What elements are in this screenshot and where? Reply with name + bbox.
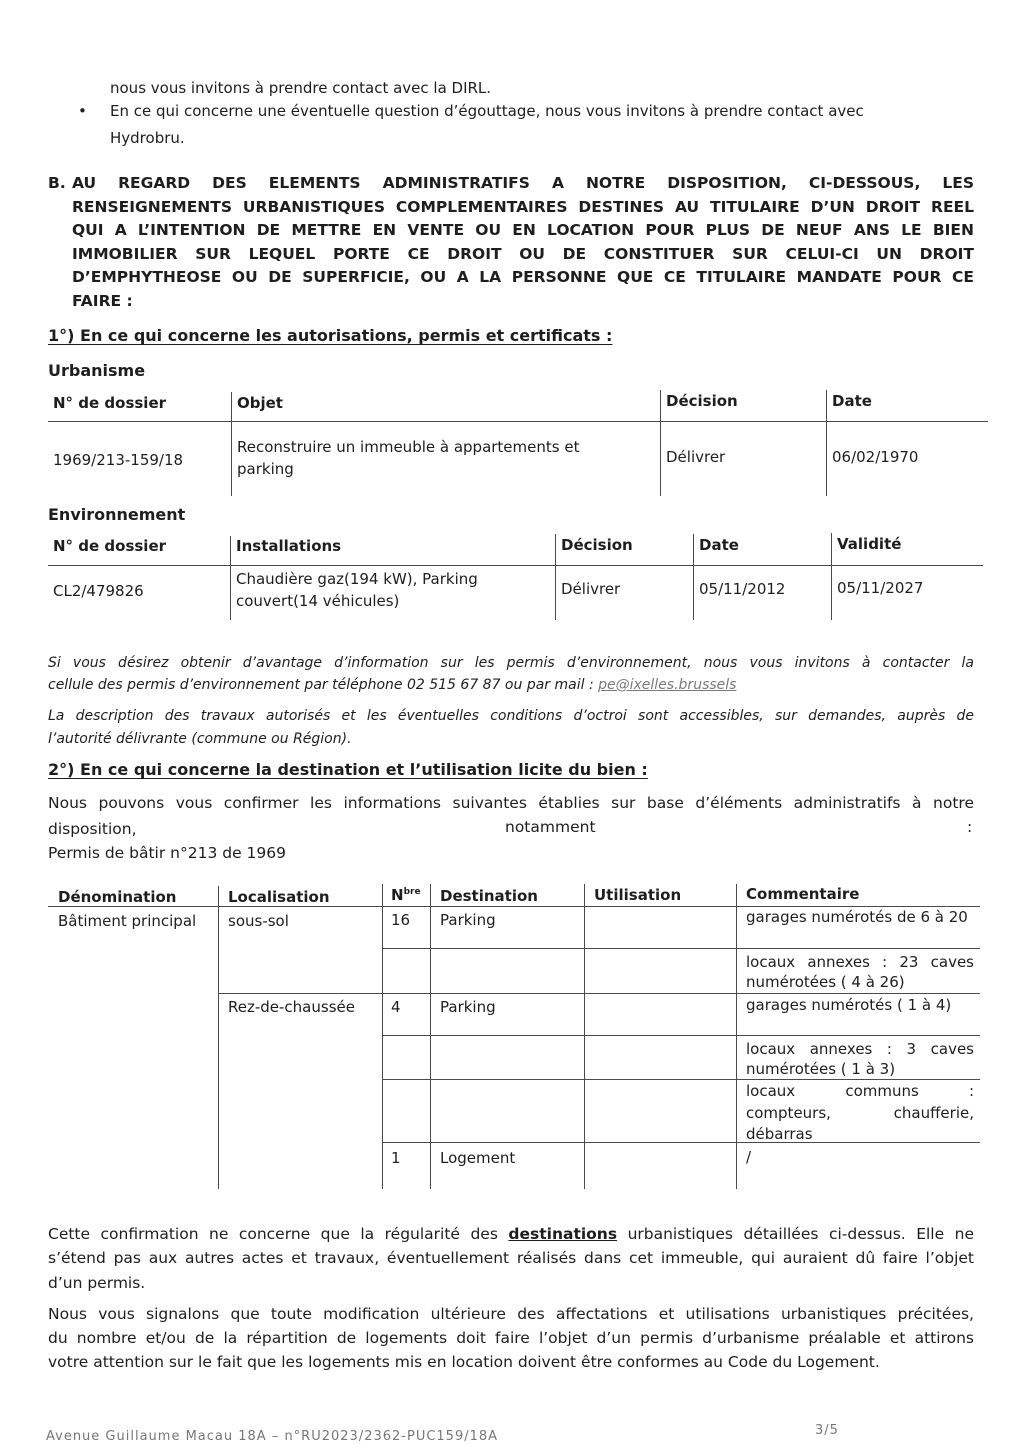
row4-commentaire-line2: numérotées ( 1 à 3) [746, 1060, 896, 1078]
col-header-dossier: N° de dossier [53, 537, 167, 555]
row6-destination: Logement [440, 1149, 516, 1167]
urbanisme-title: Urbanisme [48, 361, 146, 380]
env-dossier: CL2/479826 [53, 582, 144, 600]
col-header-utilisation: Utilisation [594, 886, 682, 904]
col-header-installations: Installations [236, 537, 342, 555]
col-header-objet: Objet [237, 394, 283, 412]
row6-commentaire: / [746, 1148, 752, 1166]
localisation-rez: Rez-de-chaussée [228, 998, 355, 1016]
closing-text: Cette confirmation ne concerne que la régularité des [48, 1225, 498, 1243]
intro-line: nous vous invitons à prendre contact avec la DIRL. [110, 79, 492, 97]
urbanisme-decision: Délivrer [666, 448, 726, 466]
row1-commentaire: garages numérotés de 6 à 20 [746, 908, 968, 926]
col-header-destination: Destination [440, 887, 538, 905]
col-header-validite: Validité [837, 535, 902, 553]
section-b-line: QUI A L’INTENTION DE METTRE EN VENTE OU EN LOCATION POUR PLUS DE NEUF ANS LE BIEN [72, 221, 974, 239]
note-1-line2 [48, 674, 736, 696]
denomination-cell: Bâtiment principal [58, 912, 197, 930]
closing-para2-line3: votre attention sur le fait que les logements mis en location doivent être conformes au Code du Logement. [48, 1353, 880, 1371]
section-b-letter: B. [48, 174, 66, 192]
closing-para1-line1 [48, 1222, 974, 1246]
section-b-heading [48, 172, 974, 313]
environnement-title: Environnement [48, 505, 186, 524]
col-header-dossier: N° de dossier [53, 394, 167, 412]
col-header-date: Date [832, 392, 872, 410]
row1-destination: Parking [440, 911, 496, 929]
section-b-line: D’EMPHYTHEOSE OU DE SUPERFICIE, OU A LA PERSONNE QUE CE TITULAIRE MANDATE POUR CE [72, 268, 974, 286]
row3-destination: Parking [440, 998, 496, 1016]
section-2-para-line2a: disposition, [48, 820, 137, 838]
closing-para2-line2: du nombre et/ou de la répartition de logements doit faire l’objet d’un permis d’urbanisme préalable et attirons [48, 1329, 974, 1347]
section-1-title: 1°) En ce qui concerne les autorisations, permis et certificats : [48, 326, 613, 345]
section-b-line: AU REGARD DES ELEMENTS ADMINISTRATIFS A NOTRE DISPOSITION, CI-DESSOUS, LES [72, 174, 974, 192]
col-header-localisation: Localisation [228, 888, 330, 906]
section-b-line: IMMOBILIER SUR LEQUEL PORTE CE DROIT OU DE CONSTITUER SUR CELUI-CI UN DROIT [72, 244, 974, 263]
section-2-para-line1: Nous pouvons vous confirmer les informations suivantes établies sur base d’éléments administratifs à notre [48, 794, 974, 812]
destinations-emphasis: destinations [508, 1225, 618, 1243]
col-header-decision: Décision [666, 392, 738, 410]
row2-commentaire-line2: numérotées ( 4 à 26) [746, 973, 905, 991]
env-validite: 05/11/2027 [837, 579, 924, 597]
section-2-title: 2°) En ce qui concerne la destination et l’utilisation licite du bien : [48, 760, 648, 779]
page-number: 3/5 [815, 1423, 839, 1438]
row4-commentaire-line1: locaux annexes : 3 caves [746, 1040, 974, 1058]
env-decision: Délivrer [561, 580, 621, 598]
section-2-para-line2b: notamment [505, 818, 596, 836]
urbanisme-dossier: 1969/213-159/18 [53, 451, 184, 469]
section-2-para-line2c: : [967, 818, 973, 836]
intro-bullet-line1: En ce qui concerne une éventuelle question d’égouttage, nous vous invitons à prendre contact avec [110, 102, 864, 120]
closing-para2-line1: Nous vous signalons que toute modification ultérieure des affectations et utilisations urbanistiques précitées, [48, 1305, 974, 1323]
urbanisme-objet-line2: parking [237, 460, 294, 478]
row6-nombre: 1 [391, 1149, 401, 1167]
email-link[interactable]: pe@ixelles.brussels [598, 677, 737, 693]
row1-nombre: 16 [391, 911, 411, 929]
row5-commentaire-line3: débarras [746, 1125, 813, 1143]
row3-commentaire: garages numérotés ( 1 à 4) [746, 996, 952, 1014]
note-2-line1: La description des travaux autorisés et les éventuelles conditions d’octroi sont accessibles, sur demandes, auprès de [48, 708, 974, 724]
col-header-date: Date [699, 536, 739, 554]
row5-commentaire-line1: locaux communs : [746, 1082, 974, 1100]
note-1-line1: Si vous désirez obtenir d’avantage d’information sur les permis d’environnement, nous vous invitons à contacter la [48, 655, 974, 671]
urbanisme-date: 06/02/1970 [832, 448, 919, 466]
urbanisme-objet-line1: Reconstruire un immeuble à appartements et [237, 438, 580, 456]
col-header-commentaire: Commentaire [746, 885, 860, 903]
col-header-nombre: $N^{bre}$ [391, 886, 421, 904]
note-1-text: cellule des permis d’environnement par téléphone 02 515 67 87 ou par mail : [48, 677, 594, 693]
note-2-line2: l’autorité délivrante (commune ou Région). [48, 731, 352, 747]
col-header-decision: Décision [561, 536, 633, 554]
env-installations-line1: Chaudière gaz(194 kW), Parking [236, 570, 478, 588]
row2-commentaire-line1: locaux annexes : 23 caves [746, 953, 974, 971]
col-header-denomination: Dénomination [58, 888, 177, 906]
intro-bullet-line2: Hydrobru. [110, 129, 185, 147]
section-b-line: FAIRE : [72, 291, 133, 310]
row5-commentaire-line2: compteurs, chaufferie, [746, 1104, 974, 1122]
row3-nombre: 4 [391, 998, 401, 1016]
footer-address: Avenue Guillaume Macau 18A – n°RU2023/2362-PUC159/18A [46, 1429, 499, 1444]
env-date: 05/11/2012 [699, 580, 786, 598]
closing-para1-line2: s’étend pas aux autres actes et travaux, éventuellement réalisés dans cet immeuble, qui auraient dû faire l’objet [48, 1249, 974, 1267]
section-b-line: RENSEIGNEMENTS URBANISTIQUES COMPLEMENTAIRES DESTINES AU TITULAIRE D’UN DROIT REEL [72, 197, 974, 216]
section-2-para-line3: Permis de bâtir n°213 de 1969 [48, 844, 286, 862]
closing-para1-line3: d’un permis. [48, 1274, 146, 1292]
localisation-sous-sol: sous-sol [228, 912, 289, 930]
env-installations-line2: couvert(14 véhicules) [236, 592, 400, 610]
bullet-dot: • [78, 102, 87, 120]
closing-text: urbanistiques détaillées ci-dessus. Elle ne [627, 1225, 974, 1243]
